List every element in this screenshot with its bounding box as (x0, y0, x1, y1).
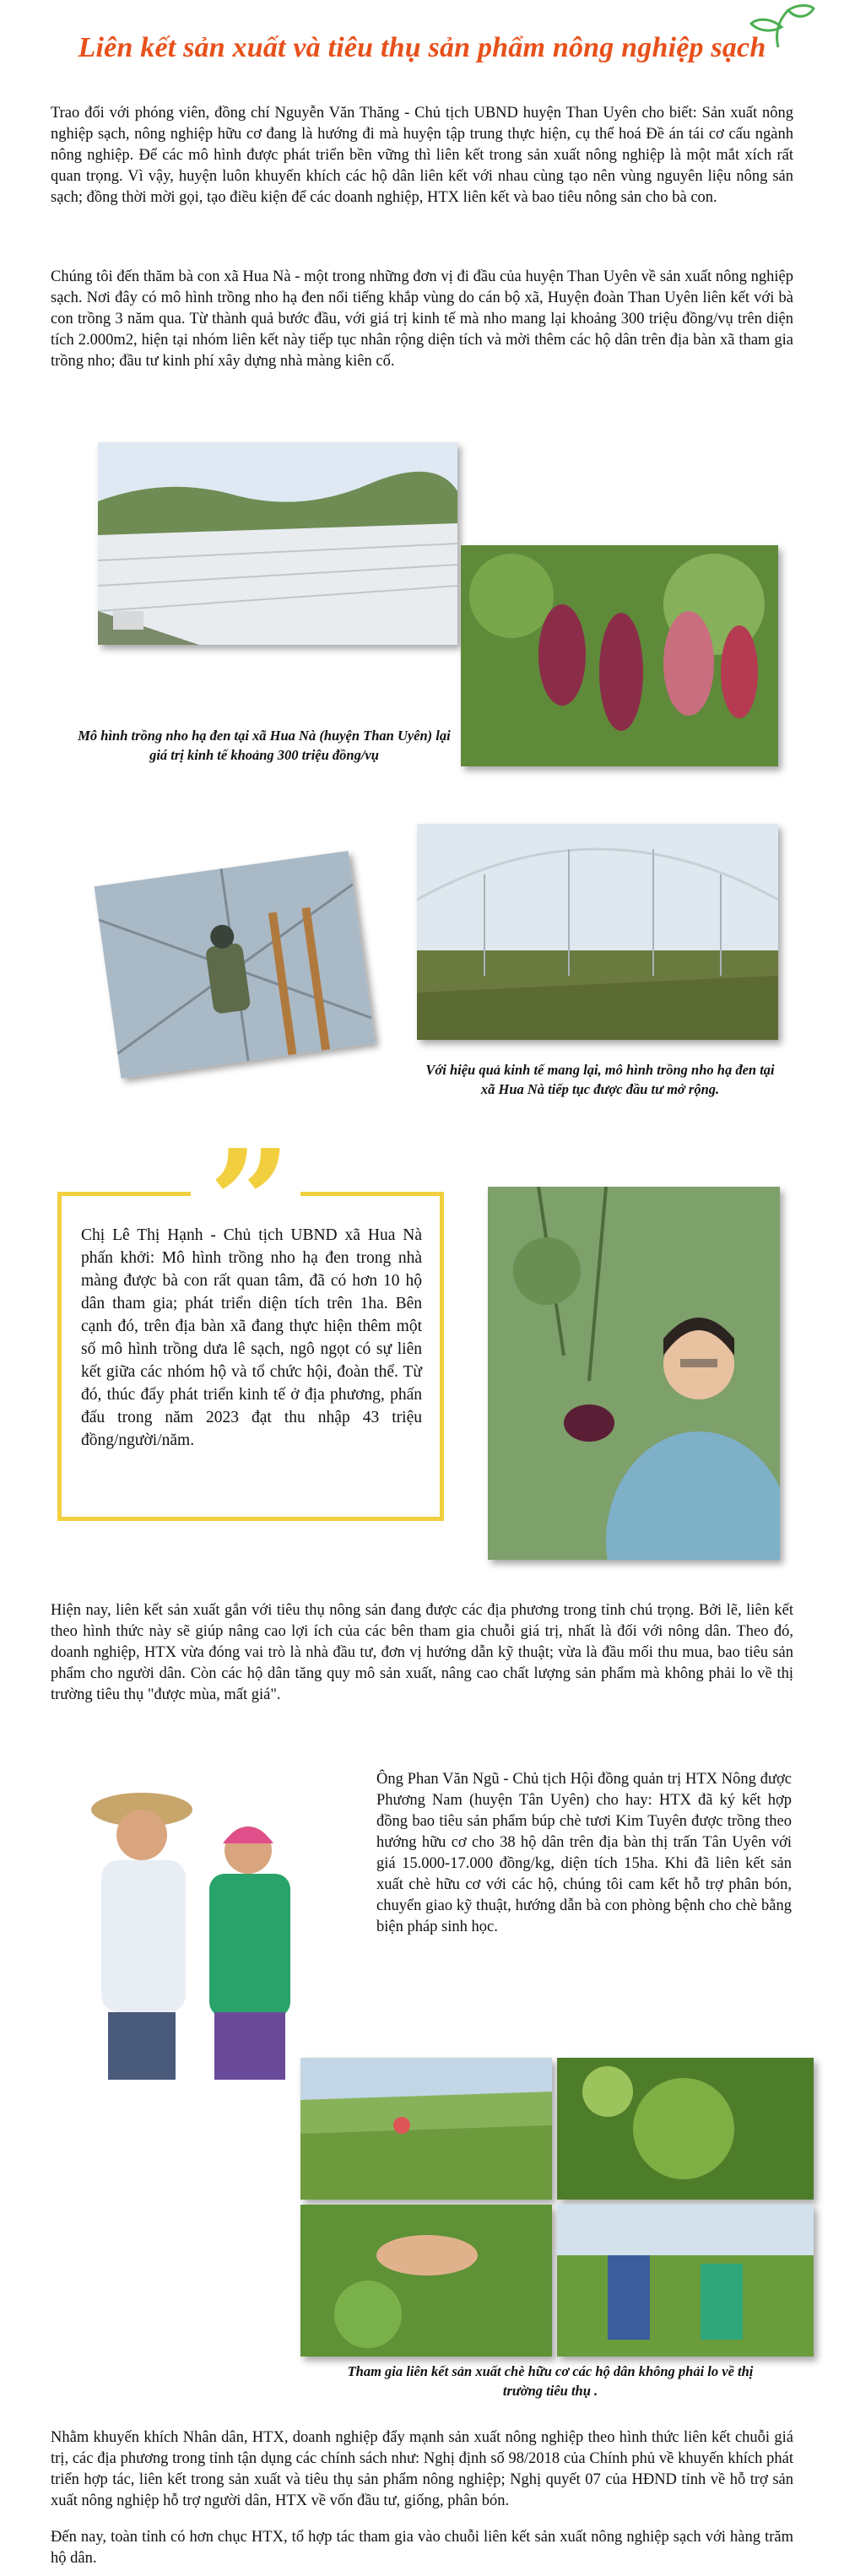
quote-text: Chị Lê Thị Hạnh - Chủ tịch UBND xã Hua Nà phấn khởi: Mô hình trồng nho hạ đen trong nhà màng được bà con rất quan tâm, đã có hơn 10 hộ dân tham gia; phát triển diện tích trên 1ha. Bên cạnh đó, trên địa bàn xã đang thực hiện thêm một số mô hình trồng dưa lê sạch, ngô ngọt có sự liên kết giữa các nhóm hộ và tổ chức hội, đoàn thể. Từ đó, thúc đẩy phát triển kinh tế ở địa phương, phấn đấu trong năm 2023 đạt thu nhập 43 triệu đồng/người/năm. (81, 1226, 422, 1449)
collage-photo-4 (557, 2205, 814, 2357)
photo-caption-2: Với hiệu quả kinh tế mang lại, mô hình trồng nho hạ đen tại xã Hua Nà tiếp tục được đầu tư mở rộng. (425, 1062, 775, 1097)
photo-greenhouse-field (98, 442, 457, 645)
paragraph-4: Ông Phan Văn Ngũ - Chủ tịch Hội đồng quản trị HTX Nông được Phương Nam (huyện Tân Uyên) cho hay: HTX đã ký kết hợp đồng bao tiêu sản phẩm búp chè tươi Kim Tuyên được trồng theo hướng hữu cơ cho 38 hộ dân trên địa bàn thị trấn Tân Uyên với giá 15.000-17.000 đồng/kg, diện tích 15ha. Khi đã liên kết sản xuất chè hữu cơ với các hộ, chúng tôi cam kết hỗ trợ phân bón, chuyển giao kỹ thuật, hướng dẫn bà con phòng bệnh cho chè bằng biện pháp sinh học. (376, 1771, 792, 1935)
page-title: Liên kết sản xuất và tiêu thụ sản phẩm nông nghiệp sạch (78, 32, 766, 63)
paragraph-3: Hiện nay, liên kết sản xuất gắn với tiêu thụ nông sản đang được các địa phương trong tỉnh chú trọng. Bởi lẽ, liên kết theo hình thức này sẽ giúp nâng cao lợi ích của các bên tham gia chuỗi giá trị, nhất là đối với nông dân. Theo đó, doanh nghiệp, HTX vừa đóng vai trò là nhà đầu tư, đơn vị hướng dẫn kỹ thuật; vừa là đầu mối thu mua, bao tiêu sản phẩm cho người dân. Còn các hộ dân tăng quy mô sản xuất, nâng cao chất lượng sản phẩm mà không phải lo về thị trường tiêu thụ "được mùa, mất giá". (51, 1602, 793, 1703)
photo-caption-1: Mô hình trồng nho hạ đen tại xã Hua Nà (huyện Than Uyên) lại giá trị kinh tế khoảng 300 triệu đồng/vụ (78, 728, 451, 763)
paragraph-1: Trao đổi với phóng viên, đồng chí Nguyễn Văn Thăng - Chủ tịch UBND huyện Than Uyên cho biết: Sản xuất nông nghiệp sạch, nông nghiệp hữu cơ đang là hướng đi mà huyện tập trung thực hiện, cụ thể hoá Đề án tái cơ cấu ngành nông nghiệp. Để các mô hình được phát triển bền vững thì liên kết trong sản xuất nông nghiệp là một mắt xích rất quan trọng. Vì vậy, huyện luôn khuyến khích các hộ dân liên kết với nhau cùng tạo nên vùng nguyên liệu nông sản sạch; đồng thời mời gọi, tạo điều kiện để các doanh nghiệp, HTX liên kết và bao tiêu nông sản cho bà con. (51, 105, 793, 206)
quote-mark-icon: ” (208, 1118, 291, 1287)
photo-caption-3: Tham gia liên kết sản xuất chè hữu cơ các hộ dân không phải lo về thị trường tiêu thụ . (347, 2363, 754, 2399)
collage-photo-1 (300, 2058, 552, 2200)
collage-photo-3 (300, 2205, 552, 2357)
photo-greenhouse-rows (417, 824, 778, 1040)
photo-woman-grapes (488, 1187, 780, 1560)
paragraph-6: Đến nay, toàn tỉnh có hơn chục HTX, tổ hợp tác tham gia vào chuỗi liên kết sản xuất nông nghiệp sạch với hàng trăm hộ dân. (51, 2529, 793, 2567)
collage-photo-2 (557, 2058, 814, 2200)
photo-worker-building (94, 851, 375, 1079)
paragraph-5: Nhằm khuyến khích Nhân dân, HTX, doanh nghiệp đẩy mạnh sản xuất nông nghiệp theo hình thức liên kết chuỗi giá trị, các địa phương trong tỉnh tận dụng các chính sách như: Nghị định số 98/2018 của Chính phủ về khuyến khích phát triển hợp tác, liên kết trong sản xuất và tiêu thụ sản phẩm nông nghiệp; Nghị quyết 07 của HĐND tỉnh về hỗ trợ sản xuất nông nghiệp hỗ trợ người dân, HTX về vốn đầu tư, giống, phân bón. (51, 2429, 793, 2509)
photo-grape-clusters (461, 545, 778, 766)
photo-tea-farmers (57, 1759, 333, 2080)
photo-collage-tea (300, 2058, 814, 2357)
paragraph-2: Chúng tôi đến thăm bà con xã Hua Nà - một trong những đơn vị đi đầu của huyện Than Uyên về sản xuất nông nghiệp sạch. Nơi đây có mô hình trồng nho hạ đen nổi tiếng khắp vùng do cán bộ xã, Huyện đoàn Than Uyên liên kết với bà con trồng 3 năm qua. Từ thành quả bước đầu, với giá trị kinh tế mà nho mang lại khoảng 300 triệu đồng/vụ trên diện tích 2.000m2, hiện tại nhóm liên kết này tiếp tục nhân rộng diện tích và mời thêm các hộ dân trên địa bàn xã tham gia trồng nho; đầu tư kinh phí xây dựng nhà màng kiên cố. (51, 268, 793, 370)
